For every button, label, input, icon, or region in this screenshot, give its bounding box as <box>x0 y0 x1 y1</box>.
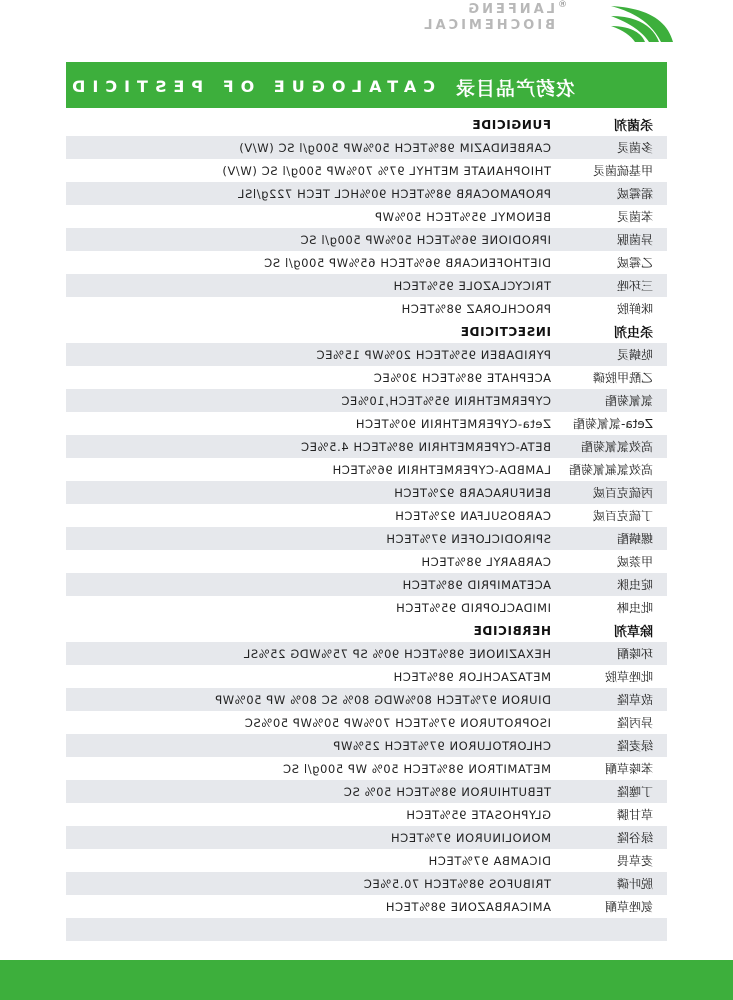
table-row <box>66 849 667 872</box>
table-row-cn: 丙硫克百威 <box>592 486 653 500</box>
table-row-en: TRICYCLAZOLE 95%TECH <box>393 278 551 293</box>
table-row-cn: 丁噻隆 <box>616 785 653 799</box>
table-row-en: HEXAZINONE 98%TECH 90% SP 75%WDG 25%SL <box>243 646 551 661</box>
catalogue-table <box>66 113 667 964</box>
table-row-en: DIETHOFENCARB 96%TECH 65%WP 500g/l SC <box>263 255 551 270</box>
table-row-cn: 三环唑 <box>616 279 653 293</box>
leaf-logo-icon <box>607 2 677 46</box>
table-row-en: IPRODIONE 96%TECH 50%WP 500g/l SC <box>299 232 551 247</box>
table-row <box>66 481 667 504</box>
blank-row <box>66 918 667 941</box>
title-en: CATALOGUE OF PESTICIDE <box>47 77 435 96</box>
table-row <box>66 688 667 711</box>
table-row-cn: 绿谷隆 <box>616 831 653 845</box>
table-row-cn: 乙霉威 <box>616 256 653 270</box>
section-header-en: HERBICIDE <box>473 623 551 638</box>
table-row-en: METAMITRON 98%TECH 50% WP 500g/l SC <box>282 761 551 776</box>
section-header-cn: 杀菌剂 <box>613 119 653 134</box>
table-row-en: PROCHLORAZ 98%TECH <box>401 301 551 316</box>
table-row-cn: 异丙隆 <box>616 716 653 730</box>
section-header <box>66 619 667 642</box>
table-row-en: TEBUTHIURON 98%TECH 50% SC <box>343 784 551 799</box>
table-row-en: Zeta-CYPERMETHRIN 90%TECH <box>355 416 551 431</box>
table-row <box>66 159 667 182</box>
table-row <box>66 734 667 757</box>
section-header-en: FUNGICIDE <box>471 117 551 132</box>
section-header-en: INSECTICIDE <box>460 324 551 339</box>
table-row-cn: 绿麦隆 <box>616 739 653 753</box>
table-row <box>66 642 667 665</box>
section-header-cn: 除草剂 <box>613 625 653 640</box>
brand-name-line1: LANFENG <box>465 2 555 17</box>
section-header <box>66 113 667 136</box>
table-row-cn: 丁硫克百威 <box>592 509 653 523</box>
table-row-cn: 咪鲜胺 <box>616 302 653 316</box>
table-row <box>66 228 667 251</box>
table-row-cn: 螺螨酯 <box>616 532 653 546</box>
table-row-cn: 乙酰甲胺磷 <box>592 371 653 385</box>
table-row-en: CARBENDAZIM 98%TECH 50%WP 500g/l SC (W/V) <box>238 140 551 155</box>
table-row-en: PYRIDABEN 95%TECH 20%WP 15%EC <box>316 347 551 362</box>
title-cn: 农药产品目录 <box>454 78 575 100</box>
brand-logo <box>353 0 683 50</box>
table-row <box>66 550 667 573</box>
table-row-en: MONOLINURON 97%TECH <box>390 830 551 845</box>
table-row-cn: 苯菌灵 <box>616 210 653 224</box>
table-row <box>66 596 667 619</box>
table-row-en: THIOPHANATE METHYL 97% 70%WP 500g/l SC (W/V) <box>221 163 551 178</box>
table-row <box>66 803 667 826</box>
table-row <box>66 504 667 527</box>
table-row-cn: 霜霉威 <box>616 187 653 201</box>
table-row-en: DIURON 97%TECH 80%WDG 80% SC 80% WP 50%WP <box>214 692 551 707</box>
table-row-en: METAZACHLOR 98%TECH <box>392 669 551 684</box>
table-row-en: AMICARBAZONE 98%TECH <box>385 899 551 914</box>
table-row-cn: 苯嗪草酮 <box>604 762 653 776</box>
table-row <box>66 435 667 458</box>
table-row-cn: 环嗪酮 <box>616 647 653 661</box>
table-row-en: GLYPHOSATE 95%TECH <box>405 807 551 822</box>
table-row-cn: 甲萘威 <box>616 555 653 569</box>
table-row-en: CHLORTOLURON 97%TECH 25%WP <box>332 738 551 753</box>
section-header-cn: 杀虫剂 <box>613 326 653 341</box>
table-row-cn: 异菌脲 <box>616 233 653 247</box>
table-row-en: DICAMBA 97%TECH <box>427 853 551 868</box>
table-row <box>66 366 667 389</box>
table-row-en: BENFURACARB 92%TECH <box>393 485 551 500</box>
table-row-cn: Zeta-氯氰菊酯 <box>573 417 653 431</box>
table-row-en: LAMBDA-CYPERMETHRIN 96%TECH <box>331 462 551 477</box>
table-row-en: CARBOSULFAN 92%TECH <box>394 508 551 523</box>
table-row-cn: 草甘膦 <box>616 808 653 822</box>
section-header <box>66 320 667 343</box>
table-row <box>66 274 667 297</box>
table-row <box>66 665 667 688</box>
title-banner <box>47 62 667 108</box>
table-row-en: ACEPHATE 98%TECH 30%EC <box>373 370 551 385</box>
table-row-cn: 吡唑草胺 <box>604 670 653 684</box>
table-row <box>66 527 667 550</box>
table-row-en: ACETAMIPRID 98%TECH <box>401 577 551 592</box>
table-row-cn: 哒螨灵 <box>616 348 653 362</box>
table-row-en: BETA-CYPERMETHRIN 98%TECH 4.5%EC <box>300 439 551 454</box>
table-row-cn: 氨唑草酮 <box>604 900 653 914</box>
table-row-cn: 脱叶磷 <box>616 877 653 891</box>
table-row-cn: 啶虫脒 <box>616 578 653 592</box>
table-row-cn: 敌草隆 <box>616 693 653 707</box>
table-row <box>66 343 667 366</box>
table-row-en: CYPERMETHRIN 95%TECH,10%EC <box>340 393 551 408</box>
table-row <box>66 757 667 780</box>
table-row <box>66 780 667 803</box>
table-row-en: ISOPROTURON 97%TECH 70%WP 50%WP 50%SC <box>244 715 551 730</box>
table-row-en: TRIBUFOS 98%TECH 70.5%EC <box>363 876 551 891</box>
brand-name-line2: BIOCHEMICAL <box>421 18 555 33</box>
table-row <box>66 412 667 435</box>
table-row <box>66 573 667 596</box>
registered-mark: ® <box>558 0 567 10</box>
table-row <box>66 389 667 412</box>
table-row <box>66 251 667 274</box>
table-row <box>66 182 667 205</box>
table-row-cn: 麦草畏 <box>616 854 653 868</box>
table-row-en: PROPAMOCARB 98%TECH 90%HCL TECH 722g/lSL <box>237 186 551 201</box>
table-row-en: CARBARYL 98%TECH <box>420 554 551 569</box>
table-row-cn: 氯氰菊酯 <box>604 394 653 408</box>
table-row <box>66 826 667 849</box>
table-row-cn: 甲基硫菌灵 <box>592 164 653 178</box>
table-row-cn: 高效氯氰菊酯 <box>580 440 653 454</box>
table-row-en: IMIDACLOPRID 95%TECH <box>395 600 551 615</box>
table-row <box>66 711 667 734</box>
table-row-en: SPIRODICLOFEN 97%TECH <box>385 531 551 546</box>
table-row <box>66 297 667 320</box>
table-row <box>66 458 667 481</box>
table-row <box>66 872 667 895</box>
footer-bar <box>0 960 733 1000</box>
table-row <box>66 205 667 228</box>
table-row-cn: 多菌灵 <box>616 141 653 155</box>
brand-name <box>421 2 555 34</box>
table-row <box>66 136 667 159</box>
table-row <box>66 895 667 918</box>
table-row-en: BENOMYL 95%TECH 50%WP <box>374 209 551 224</box>
table-row-cn: 吡虫啉 <box>616 601 653 615</box>
table-row-cn: 高效氯氟氰菊酯 <box>568 463 653 477</box>
